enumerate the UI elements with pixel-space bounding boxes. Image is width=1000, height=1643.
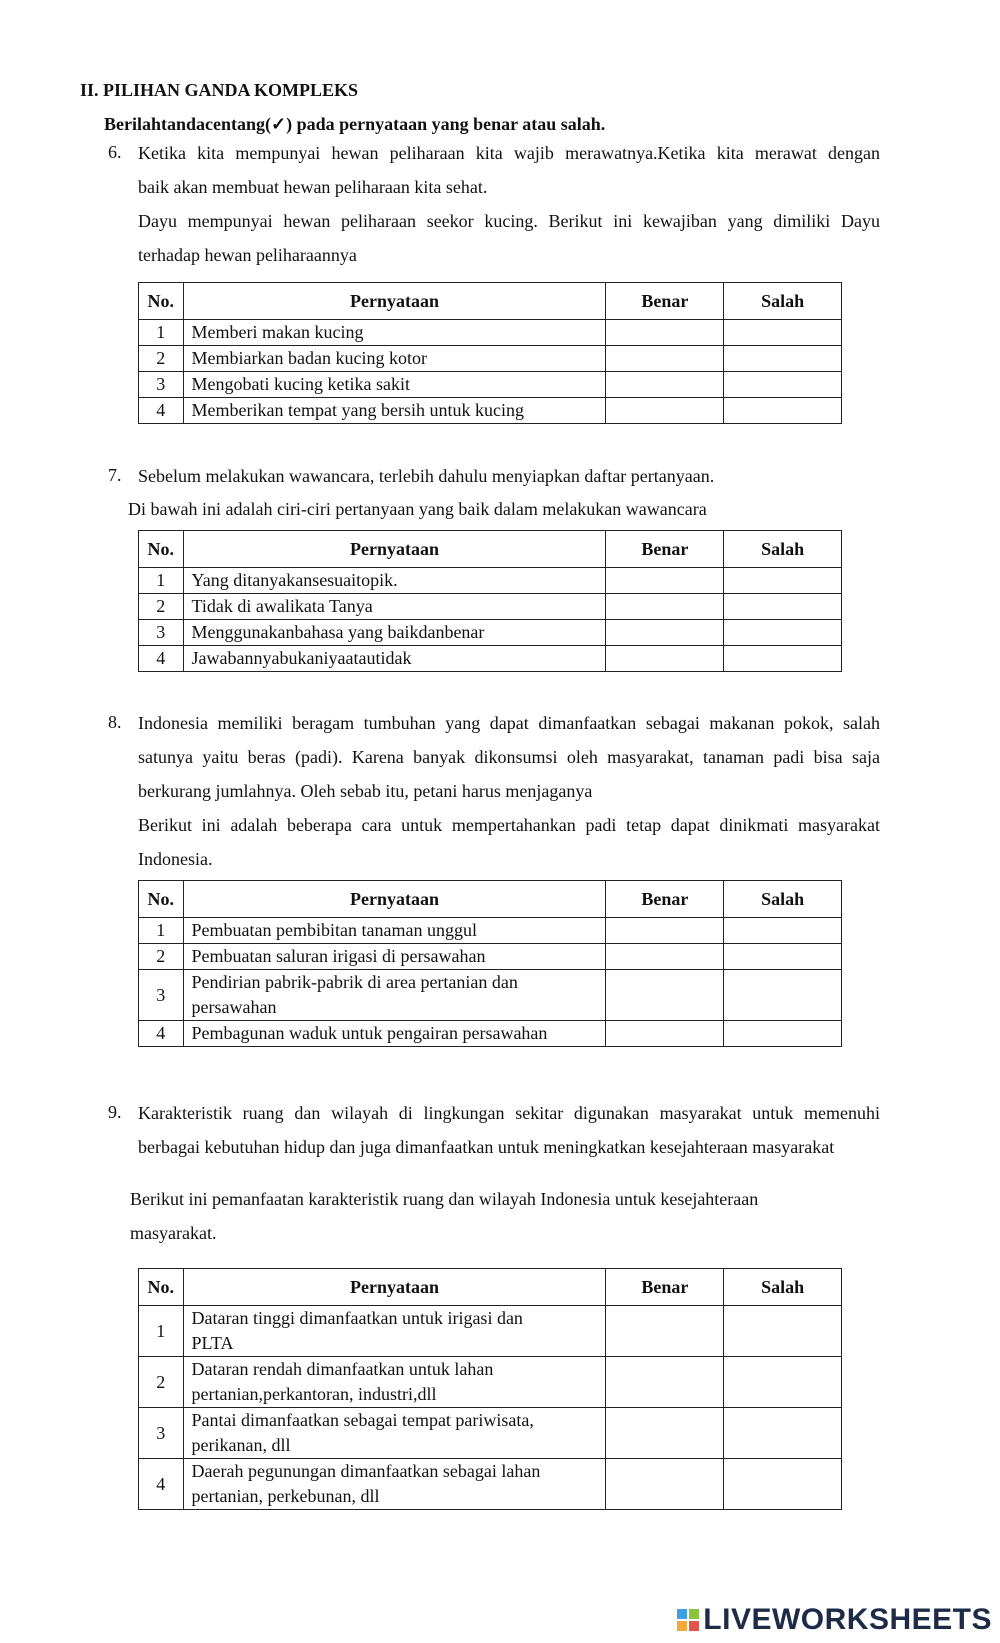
question-9-text <box>138 1096 880 1164</box>
answer-false-cell[interactable] <box>724 646 842 672</box>
answer-true-cell[interactable] <box>606 1306 724 1357</box>
answer-false-cell[interactable] <box>724 320 842 346</box>
answer-true-cell[interactable] <box>606 372 724 398</box>
row-number: 4 <box>139 398 184 424</box>
table-row <box>139 346 842 372</box>
row-number: 3 <box>139 372 184 398</box>
answer-false-cell[interactable] <box>724 1459 842 1510</box>
row-statement: Yang ditanyakansesuaitopik. <box>183 568 606 594</box>
row-statement: Pembagunan waduk untuk pengairan persawahan <box>183 1021 606 1047</box>
table-row <box>139 1357 842 1408</box>
logo-square <box>689 1609 699 1619</box>
answer-false-cell[interactable] <box>724 568 842 594</box>
question-8-line: berkurang jumlahnya. Oleh sebab itu, petani harus menjaganya <box>138 781 593 801</box>
question-6-line: Ketika kita mempunyai hewan peliharaan kita wajib merawatnya.Ketika kita merawat dengan <box>138 143 880 163</box>
row-statement: Tidak di awalikata Tanya <box>183 594 606 620</box>
answer-false-cell[interactable] <box>724 970 842 1021</box>
row-statement: Menggunakanbahasa yang baikdanbenar <box>183 620 606 646</box>
question-7-table <box>138 530 842 672</box>
row-number: 4 <box>139 1459 184 1510</box>
section-heading: II. PILIHAN GANDA KOMPLEKS <box>80 80 359 100</box>
table-row <box>139 594 842 620</box>
answer-false-cell[interactable] <box>724 918 842 944</box>
row-statement: Jawabannyabukaniyaatautidak <box>183 646 606 672</box>
answer-true-cell[interactable] <box>606 594 724 620</box>
answer-true-cell[interactable] <box>606 346 724 372</box>
header-true: Benar <box>606 881 724 918</box>
row-number: 2 <box>139 1357 184 1408</box>
table-row <box>139 568 842 594</box>
question-9-table <box>138 1268 842 1510</box>
answer-true-cell[interactable] <box>606 320 724 346</box>
table-header-row <box>139 881 842 918</box>
answer-false-cell[interactable] <box>724 1306 842 1357</box>
table-header-row <box>139 1269 842 1306</box>
answer-true-cell[interactable] <box>606 646 724 672</box>
statement-line: Pantai dimanfaatkan sebagai tempat pariwisata, <box>191 1410 534 1430</box>
row-statement: Memberi makan kucing <box>183 320 606 346</box>
statement-line: Dataran rendah dimanfaatkan untuk lahan <box>191 1359 494 1379</box>
header-no: No. <box>139 283 184 320</box>
table-row <box>139 1021 842 1047</box>
question-6-line: baik akan membuat hewan peliharaan kita sehat. <box>138 177 488 197</box>
question-8-line: Indonesia memiliki beragam tumbuhan yang dapat dimanfaatkan sebagai makanan pokok, salah <box>138 713 880 733</box>
header-statement: Pernyataan <box>183 283 606 320</box>
row-statement: Pembuatan saluran irigasi di persawahan <box>183 944 606 970</box>
row-statement: Memberikan tempat yang bersih untuk kucing <box>183 398 606 424</box>
table-header-row <box>139 531 842 568</box>
header-true: Benar <box>606 283 724 320</box>
table-row <box>139 620 842 646</box>
question-8-text <box>138 706 880 876</box>
row-number: 3 <box>139 620 184 646</box>
question-9-line: masyarakat. <box>130 1223 217 1243</box>
row-statement: Membiarkan badan kucing kotor <box>183 346 606 372</box>
row-number: 1 <box>139 320 184 346</box>
question-9-number: 9. <box>108 1102 122 1122</box>
question-7-line: Di bawah ini adalah ciri-ciri pertanyaan yang baik dalam melakukan wawancara <box>128 499 707 519</box>
answer-false-cell[interactable] <box>724 398 842 424</box>
statement-line: pertanian,perkantoran, industri,dll <box>191 1384 437 1404</box>
table-row <box>139 398 842 424</box>
question-8-line: satunya yaitu beras (padi). Karena banyak dikonsumsi oleh masyarakat, tanaman padi bisa saja <box>138 747 880 767</box>
answer-false-cell[interactable] <box>724 620 842 646</box>
statement-line: persawahan <box>191 997 277 1017</box>
row-number: 2 <box>139 594 184 620</box>
row-statement <box>183 1357 606 1408</box>
logo-square <box>677 1621 687 1631</box>
row-statement <box>183 1306 606 1357</box>
table-row <box>139 918 842 944</box>
row-statement <box>183 1459 606 1510</box>
question-8-line: Indonesia. <box>138 849 213 869</box>
header-statement: Pernyataan <box>183 881 606 918</box>
liveworksheets-logo-icon <box>677 1609 699 1631</box>
header-no: No. <box>139 881 184 918</box>
row-number: 2 <box>139 346 184 372</box>
row-number: 4 <box>139 1021 184 1047</box>
table-row <box>139 1408 842 1459</box>
header-false: Salah <box>724 881 842 918</box>
question-6-line: terhadap hewan peliharaannya <box>138 245 357 265</box>
statement-line: Daerah pegunungan dimanfaatkan sebagai lahan <box>191 1461 541 1481</box>
answer-false-cell[interactable] <box>724 372 842 398</box>
answer-true-cell[interactable] <box>606 1459 724 1510</box>
question-8-number: 8. <box>108 712 122 732</box>
row-statement <box>183 970 606 1021</box>
table-header-row <box>139 283 842 320</box>
answer-true-cell[interactable] <box>606 1408 724 1459</box>
row-number: 1 <box>139 918 184 944</box>
table-row <box>139 1306 842 1357</box>
answer-true-cell[interactable] <box>606 1357 724 1408</box>
header-statement: Pernyataan <box>183 531 606 568</box>
header-false: Salah <box>724 283 842 320</box>
table-row <box>139 372 842 398</box>
row-statement <box>183 1408 606 1459</box>
answer-false-cell[interactable] <box>724 1357 842 1408</box>
header-true: Benar <box>606 1269 724 1306</box>
row-number: 1 <box>139 568 184 594</box>
answer-true-cell[interactable] <box>606 918 724 944</box>
answer-false-cell[interactable] <box>724 594 842 620</box>
logo-square <box>677 1609 687 1619</box>
table-row <box>139 320 842 346</box>
table-row <box>139 646 842 672</box>
header-true: Benar <box>606 531 724 568</box>
logo-square <box>689 1621 699 1631</box>
answer-true-cell[interactable] <box>606 970 724 1021</box>
table-row <box>139 944 842 970</box>
question-8-line: Berikut ini adalah beberapa cara untuk mempertahankan padi tetap dapat dinikmati masyarakat <box>138 815 880 835</box>
table-row <box>139 1459 842 1510</box>
row-statement: Pembuatan pembibitan tanaman unggul <box>183 918 606 944</box>
question-6-text <box>138 136 880 272</box>
statement-line: PLTA <box>191 1333 234 1353</box>
answer-true-cell[interactable] <box>606 568 724 594</box>
question-9-line: Karakteristik ruang dan wilayah di lingkungan sekitar digunakan masyarakat untuk memenuhi <box>138 1103 880 1123</box>
instruction-text: Berilahtandacentang(✓) pada pernyataan yang benar atau salah. <box>104 114 606 134</box>
liveworksheets-logo <box>677 1603 992 1637</box>
logo-text: LIVEWORKSHEETS <box>703 1603 992 1636</box>
answer-true-cell[interactable] <box>606 944 724 970</box>
statement-line: pertanian, perkebunan, dll <box>191 1486 380 1506</box>
answer-false-cell[interactable] <box>724 1408 842 1459</box>
header-statement: Pernyataan <box>183 1269 606 1306</box>
answer-true-cell[interactable] <box>606 398 724 424</box>
answer-true-cell[interactable] <box>606 620 724 646</box>
answer-false-cell[interactable] <box>724 1021 842 1047</box>
row-number: 3 <box>139 970 184 1021</box>
question-6-line: Dayu mempunyai hewan peliharaan seekor kucing. Berikut ini kewajiban yang dimiliki Dayu <box>138 211 880 231</box>
header-no: No. <box>139 1269 184 1306</box>
header-false: Salah <box>724 1269 842 1306</box>
answer-true-cell[interactable] <box>606 1021 724 1047</box>
question-7-number: 7. <box>108 465 122 485</box>
question-7-line: Sebelum melakukan wawancara, terlebih dahulu menyiapkan daftar pertanyaan. <box>138 466 715 486</box>
statement-line: perikanan, dll <box>191 1435 291 1455</box>
answer-false-cell[interactable] <box>724 346 842 372</box>
row-statement: Mengobati kucing ketika sakit <box>183 372 606 398</box>
statement-line: Dataran tinggi dimanfaatkan untuk irigasi dan <box>191 1308 523 1328</box>
statement-line: Pendirian pabrik-pabrik di area pertanian dan <box>191 972 518 992</box>
question-9-line: Berikut ini pemanfaatan karakteristik ruang dan wilayah Indonesia untuk kesejahteraan <box>130 1189 759 1209</box>
answer-false-cell[interactable] <box>724 944 842 970</box>
question-9-line: berbagai kebutuhan hidup dan juga dimanfaatkan untuk meningkatkan kesejahteraan masyarakat <box>138 1137 835 1157</box>
header-false: Salah <box>724 531 842 568</box>
row-number: 4 <box>139 646 184 672</box>
header-no: No. <box>139 531 184 568</box>
row-number: 3 <box>139 1408 184 1459</box>
question-9-text-2 <box>130 1182 758 1250</box>
question-6-number: 6. <box>108 142 122 162</box>
row-number: 2 <box>139 944 184 970</box>
row-number: 1 <box>139 1306 184 1357</box>
question-6-table <box>138 282 842 424</box>
question-8-table <box>138 880 842 1047</box>
table-row <box>139 970 842 1021</box>
